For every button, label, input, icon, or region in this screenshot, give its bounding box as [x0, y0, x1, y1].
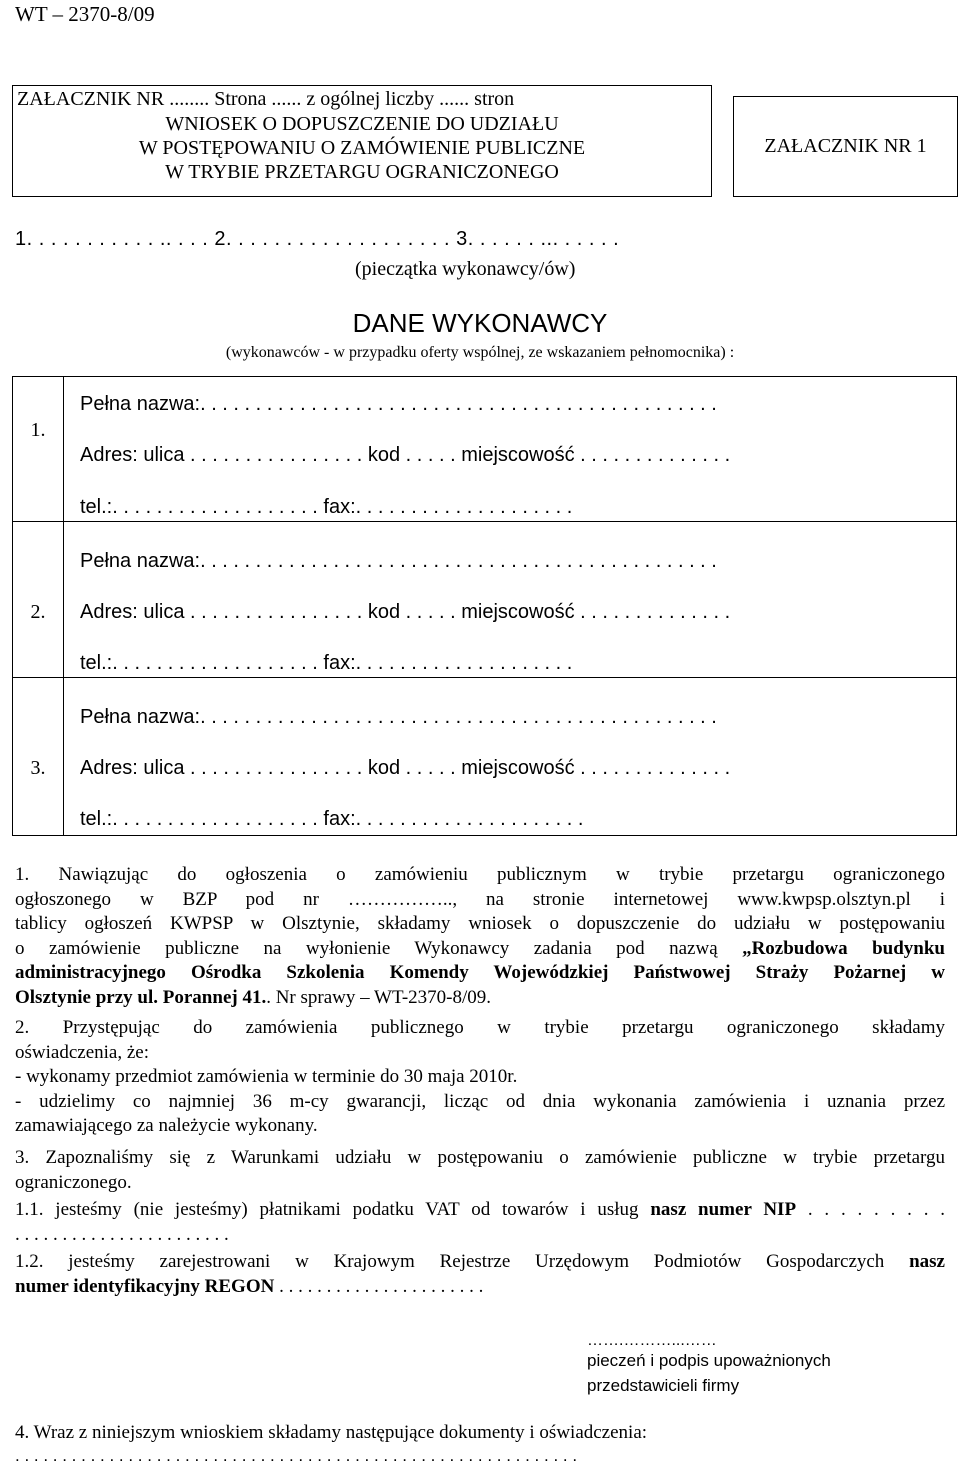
signature-dots[interactable]: …….………...…… [587, 1332, 717, 1349]
paragraph-1 [15, 863, 945, 1010]
text-line [15, 961, 945, 986]
stamp-label: (pieczątka wykonawcy/ów) [355, 258, 576, 280]
text-line: 1. Nawiązując do ogłoszenia o zamówieniu publicznym w trybie przetargu ograniczonego [15, 864, 945, 885]
contractor-number: 1. [30, 419, 46, 441]
text-line: - wykonamy przedmiot zamówienia w terminie do 30 maja 2010r. [15, 1066, 518, 1087]
paragraph-4: 4. Wraz z niniejszym wnioskiem składamy następujące dokumenty i oświadczenia: [15, 1422, 648, 1443]
text-line: oświadczenia, że: [15, 1041, 149, 1063]
nip-label: nasz numer NIP [650, 1199, 797, 1220]
signature-label-2: przedstawicieli firmy [587, 1376, 740, 1395]
contact-field[interactable]: tel.:. . . . . . . . . . . . . . . . . . . fax:. . . . . . . . . . . . . . . . . . . . [80, 652, 573, 674]
text-line: 1.2. jesteśmy zarejestrowani w Krajowym Rejestrze Urzędowym Podmiotów Gospodarczych nasz [15, 1251, 945, 1272]
address-field[interactable]: Adres: ulica . . . . . . . . . . . . . . . . kod . . . . . miejscowość . . . . . . . . . . . . . . [80, 601, 731, 623]
text-line: 2. Przystępując do zamówienia publicznego w trybie przetargu ograniczonego składamy [15, 1017, 945, 1038]
documents-list-field[interactable]: . . . . . . . . . . . . . . . . . . . . . . . . . . . . . . . . . . . . . . . . . . . . . . . . . . . . . . . . . . . . [15, 1446, 578, 1465]
annex-number: ZAŁACZNIK NR 1 [764, 135, 927, 157]
contractor-row [13, 677, 956, 835]
section-title: DANE WYKONAWCY [352, 308, 608, 338]
contractor-number: 2. [30, 601, 46, 623]
contractor-table [12, 376, 957, 836]
stamp-placeholder-dots: 1. . . . . . . . . . . .. . . . 2. . . . . . . . . . . . . . . . . . . 3. . . . . . ... . . . . . [15, 228, 620, 250]
text-line: 1.1. jesteśmy (nie jesteśmy) płatnikami podatku VAT od towarów i usług nasz numer NIP . . . . . . . . . [15, 1199, 946, 1220]
regon-field[interactable]: . . . . . . . . . . . . . . . . . . . . . . [274, 1275, 484, 1297]
task-name-bold: Olsztynie przy ul. Porannej 41. [15, 986, 267, 1008]
full-name-field[interactable]: Pełna nazwa:. . . . . . . . . . . . . . . . . . . . . . . . . . . . . . . . . . . . . . . . . . . . . . . [80, 550, 717, 572]
annex-page-line: ZAŁACZNIK NR ........ Strona ...... z ogólnej liczby ...... stron [17, 88, 515, 110]
nip-field[interactable]: . . . . . . . . . [796, 1199, 946, 1220]
regon-label: nasz [909, 1251, 945, 1272]
full-name-field[interactable]: Pełna nazwa:. . . . . . . . . . . . . . . . . . . . . . . . . . . . . . . . . . . . . . . . . . . . . . . [80, 706, 717, 728]
paragraph-nip [15, 1198, 945, 1247]
contact-field[interactable]: tel.:. . . . . . . . . . . . . . . . . . . fax:. . . . . . . . . . . . . . . . . . . . [80, 496, 573, 518]
text-line: Olsztynie przy ul. Porannej 41.. Nr sprawy – WT-2370-8/09. [15, 986, 492, 1008]
paragraph-3 [15, 1146, 945, 1195]
text-line: tablicy ogłoszeń KWPSP w Olsztynie, składamy wniosek o dopuszczenie do udziału w postępowaniu [15, 913, 945, 934]
form-title-line-3: W TRYBIE PRZETARGU OGRANICZONEGO [165, 161, 559, 183]
section-subtitle: (wykonawców - w przypadku oferty wspólnej, ze wskazaniem pełnomocnika) : [225, 344, 735, 361]
regon-label: numer identyfikacyjny REGON [15, 1275, 275, 1297]
task-name-bold: administracyjnego Ośrodka Szkolenia Komendy Wojewódzkiej Państwowej Straży Pożarnej w [15, 962, 945, 983]
text-line: o zamówienie publiczne na wyłonienie Wykonawcy zadania pod nazwą „Rozbudowa budynku [15, 937, 945, 959]
header-title-box [12, 85, 712, 197]
form-title-line-1: WNIOSEK O DOPUSZCZENIE DO UDZIAŁU [165, 113, 559, 135]
full-name-field[interactable]: Pełna nazwa:. . . . . . . . . . . . . . . . . . . . . . . . . . . . . . . . . . . . . . . . . . . . . . . [80, 393, 717, 415]
contractor-number: 3. [30, 757, 46, 779]
contractor-row [13, 377, 956, 521]
text-line: 3. Zapoznaliśmy się z Warunkami udziału w postępowaniu o zamówienie publiczne w trybie przetargu [15, 1147, 945, 1168]
text-line: zamawiającego za należycie wykonany. [15, 1115, 318, 1136]
text-line: ogłoszonego w BZP pod nr …………….., na stronie internetowej www.kwpsp.olsztyn.pl i [15, 888, 945, 910]
text-line [15, 1275, 945, 1300]
text-line: - udzielimy co najmniej 36 m-cy gwarancji, licząc od dnia wykonania zamówienia i uznania przez [15, 1090, 945, 1112]
form-title-line-2: W POSTĘPOWANIU O ZAMÓWIENIE PUBLICZNE [138, 137, 586, 159]
signature-label-1: pieczeń i podpis upoważnionych [587, 1351, 831, 1370]
address-field[interactable]: Adres: ulica . . . . . . . . . . . . . . . . kod . . . . . miejscowość . . . . . . . . . . . . . . [80, 444, 731, 466]
nip-field-continued[interactable]: . . . . . . . . . . . . . . . . . . . . . . . [15, 1223, 229, 1245]
paragraph-2 [15, 1016, 945, 1139]
task-name-bold: „Rozbudowa budynku [742, 937, 945, 959]
address-field[interactable]: Adres: ulica . . . . . . . . . . . . . . . . kod . . . . . miejscowość . . . . . . . . . . . . . . [80, 757, 731, 779]
contact-field[interactable]: tel.:. . . . . . . . . . . . . . . . . . . fax:. . . . . . . . . . . . . . . . . . . . . [80, 808, 584, 830]
annex-number-box [733, 96, 958, 197]
paragraph-regon [15, 1250, 945, 1299]
text-line: ograniczonego. [15, 1171, 132, 1193]
document-id: WT – 2370-8/09 [15, 2, 155, 26]
contractor-row [13, 521, 956, 677]
